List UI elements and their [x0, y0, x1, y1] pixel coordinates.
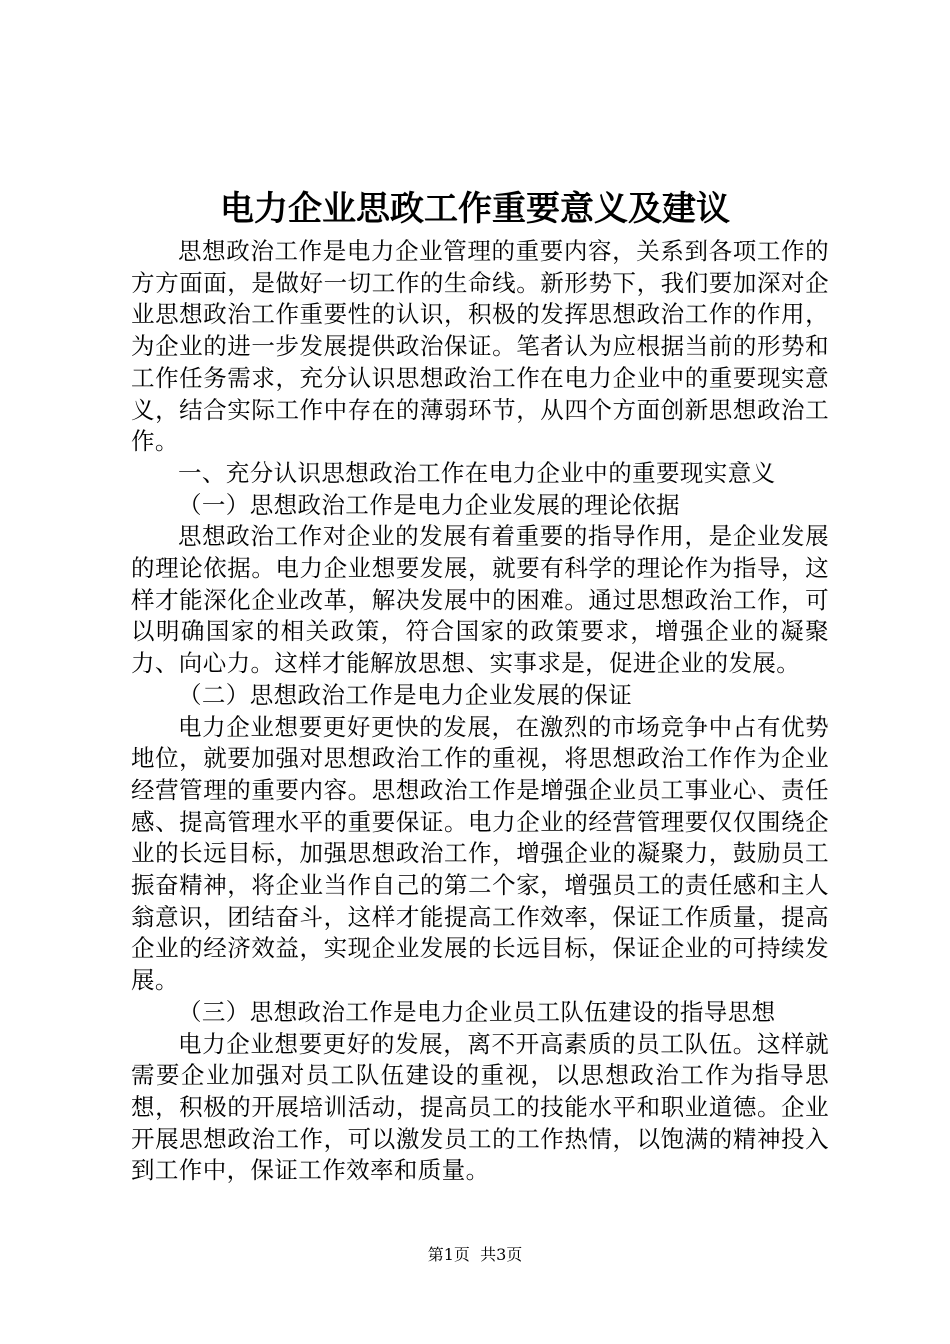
subsection-heading-2: （二）思想政治工作是电力企业发展的保证 [178, 680, 633, 709]
intro-paragraph: 思想政治工作是电力企业管理的重要内容，关系到各项工作的方方面面，是做好一切工作的生命线。新形势下，我们要加深对企业思想政治工作重要性的认识，积极的发挥思想政治工作的作用，为企业的进一步发展提供政治保证。笔者认为应根据当前的形势和工作任务需求，充分认识思想政治工作在电力企业中的重要现实意义，结合实际工作中存在的薄弱环节，从四个方面创新思想政治工作。 [131, 237, 829, 456]
document-title: 电力企业思政工作重要意义及建议 [220, 189, 730, 229]
page-total: 共3页 [480, 1245, 523, 1264]
subsection-paragraph-1: 思想政治工作对企业的发展有着重要的指导作用，是企业发展的理论依据。电力企业想要发展，就要有科学的理论作为指导，这样才能深化企业改革，解决发展中的困难。通过思想政治工作，可以明确国家的相关政策，符合国家的政策要求，增强企业的凝聚力、向心力。这样才能解放思想、实事求是，促进企业的发展。 [131, 522, 829, 678]
subsection-paragraph-3: 电力企业想要更好的发展，离不开高素质的员工队伍。这样就需要企业加强对员工队伍建设的重视，以思想政治工作为指导思想，积极的开展培训活动，提高员工的技能水平和职业道德。企业开展思想政治工作，可以激发员工的工作热情，以饱满的精神投入到工作中，保证工作效率和质量。 [131, 1029, 829, 1185]
document-body [131, 236, 829, 1187]
subsection-paragraph-2: 电力企业想要更好更快的发展，在激烈的市场竞争中占有优势地位，就要加强对思想政治工作的重视，将思想政治工作作为企业经营管理的重要内容。思想政治工作是增强企业员工事业心、责任感、提高管理水平的重要保证。电力企业的经营管理要仅仅围绕企业的长远目标，加强思想政治工作，增强企业的凝聚力，鼓励员工振奋精神，将企业当作自己的第二个家，增强员工的责任感和主人翁意识，团结奋斗，这样才能提高工作效率，保证工作质量，提高企业的经济效益，实现企业发展的长远目标，保证企业的可持续发展。 [131, 712, 829, 995]
section-heading-1: 一、充分认识思想政治工作在电力企业中的重要现实意义 [178, 458, 776, 487]
page-number: 第1页 [427, 1245, 470, 1264]
subsection-heading-3: （三）思想政治工作是电力企业员工队伍建设的指导思想 [178, 997, 776, 1026]
subsection-heading-1: （一）思想政治工作是电力企业发展的理论依据 [178, 490, 680, 519]
page-footer [0, 1244, 950, 1266]
